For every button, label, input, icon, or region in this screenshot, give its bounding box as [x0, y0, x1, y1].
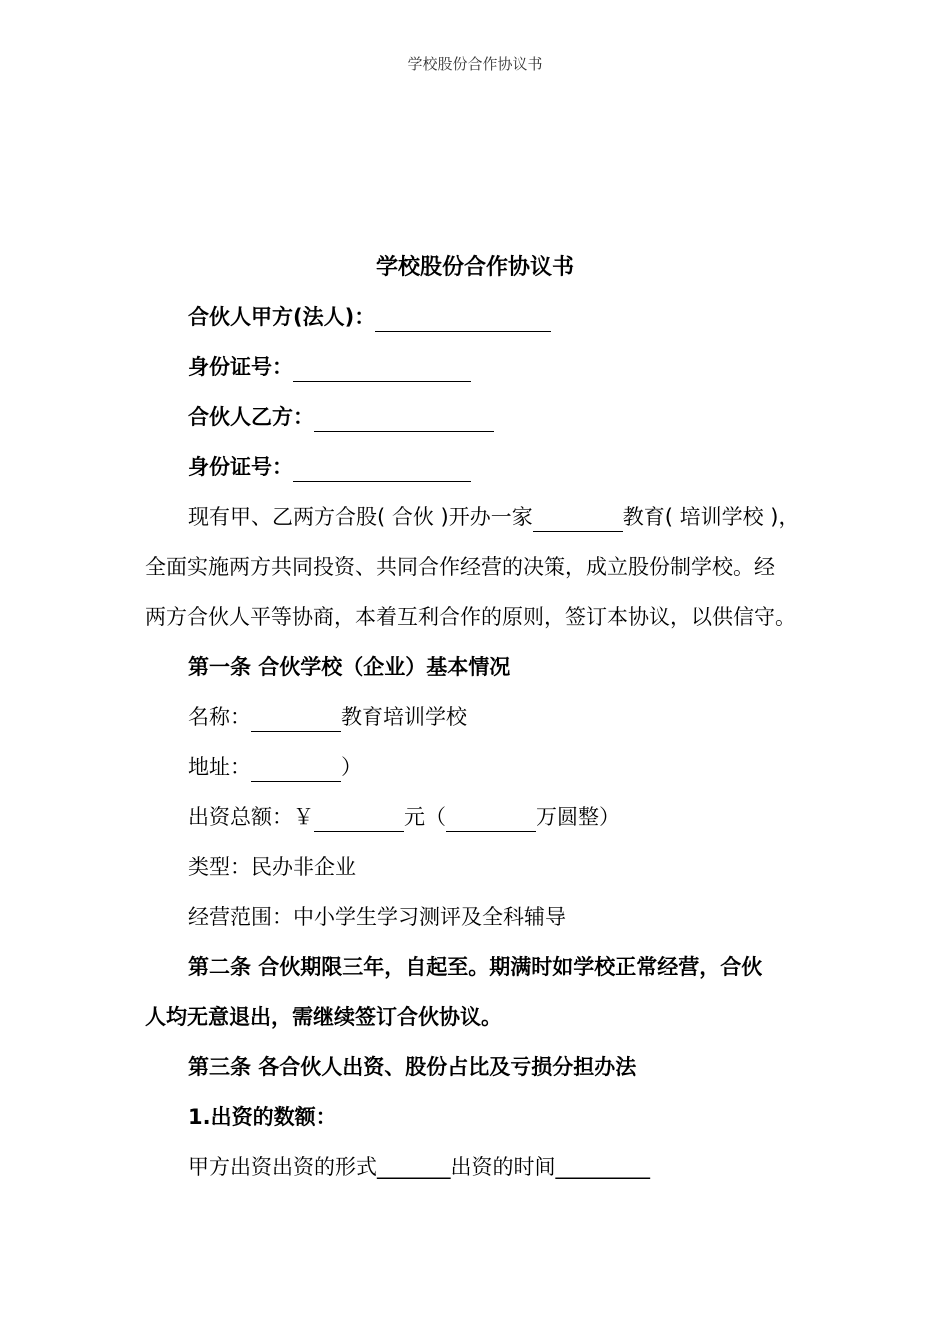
school-name-row [188, 702, 467, 732]
party-b-row [188, 402, 494, 432]
article-2-line-2: 人均无意退出，需继续签订合伙协议。 [145, 1005, 502, 1029]
school-name-suffix: 教育培训学校 [341, 705, 467, 729]
school-type-blank[interactable] [533, 505, 623, 532]
address-label: 地址： [188, 755, 251, 779]
id-row-2 [188, 452, 471, 482]
document-title: 学校股份合作协议书 [375, 255, 574, 280]
party-b-label: 合伙人乙方： [188, 405, 314, 429]
address-suffix: ） [341, 755, 362, 779]
address-row [188, 752, 362, 782]
article-1-heading: 第一条 合伙学校（企业）基本情况 [188, 655, 511, 679]
address-blank[interactable] [251, 755, 341, 782]
id-blank-2[interactable] [293, 455, 471, 482]
school-name-blank[interactable] [251, 705, 341, 732]
article-3-heading: 第三条 各合伙人出资、股份占比及亏损分担办法 [188, 1055, 637, 1079]
id-label-2: 身份证号： [188, 455, 293, 479]
intro-line-1-after: 教育( 培训学校 )， [622, 505, 800, 529]
intro-line-1 [188, 502, 800, 532]
school-name-label: 名称： [188, 705, 251, 729]
party-a-row [188, 302, 551, 332]
intro-line-1-before: 现有甲、乙两方合股( 合伙 )开办一家 [188, 505, 533, 529]
id-blank-1[interactable] [293, 355, 471, 382]
id-row-1 [188, 352, 471, 382]
party-a-blank[interactable] [375, 305, 551, 332]
article-3-sub-1: 1.出资的数额： [188, 1105, 337, 1129]
capital-wan-label: 万圆整） [536, 805, 620, 829]
capital-row [188, 802, 620, 832]
capital-label: 出资总额：￥ [188, 805, 314, 829]
school-type-row: 类型：民办非企业 [188, 855, 356, 879]
capital-yuan-label: 元（ [404, 805, 446, 829]
party-a-contribution-line: 甲方出资出资的形式_______出资的时间_________ [188, 1155, 650, 1179]
article-2-line-1: 第二条 合伙期限三年，自起至。期满时如学校正常经营，合伙 [188, 955, 763, 979]
party-b-blank[interactable] [314, 405, 494, 432]
intro-line-3: 两方合伙人平等协商，本着互利合作的原则，签订本协议，以供信守。 [145, 605, 796, 629]
capital-yuan-blank[interactable] [314, 805, 404, 832]
party-a-label: 合伙人甲方(法人)： [188, 305, 376, 329]
capital-wan-blank[interactable] [446, 805, 536, 832]
running-header: 学校股份合作协议书 [407, 55, 543, 73]
id-label-1: 身份证号： [188, 355, 293, 379]
intro-line-2: 全面实施两方共同投资、共同合作经营的决策，成立股份制学校。经 [145, 555, 775, 579]
business-scope-row: 经营范围：中小学生学习测评及全科辅导 [188, 905, 566, 929]
